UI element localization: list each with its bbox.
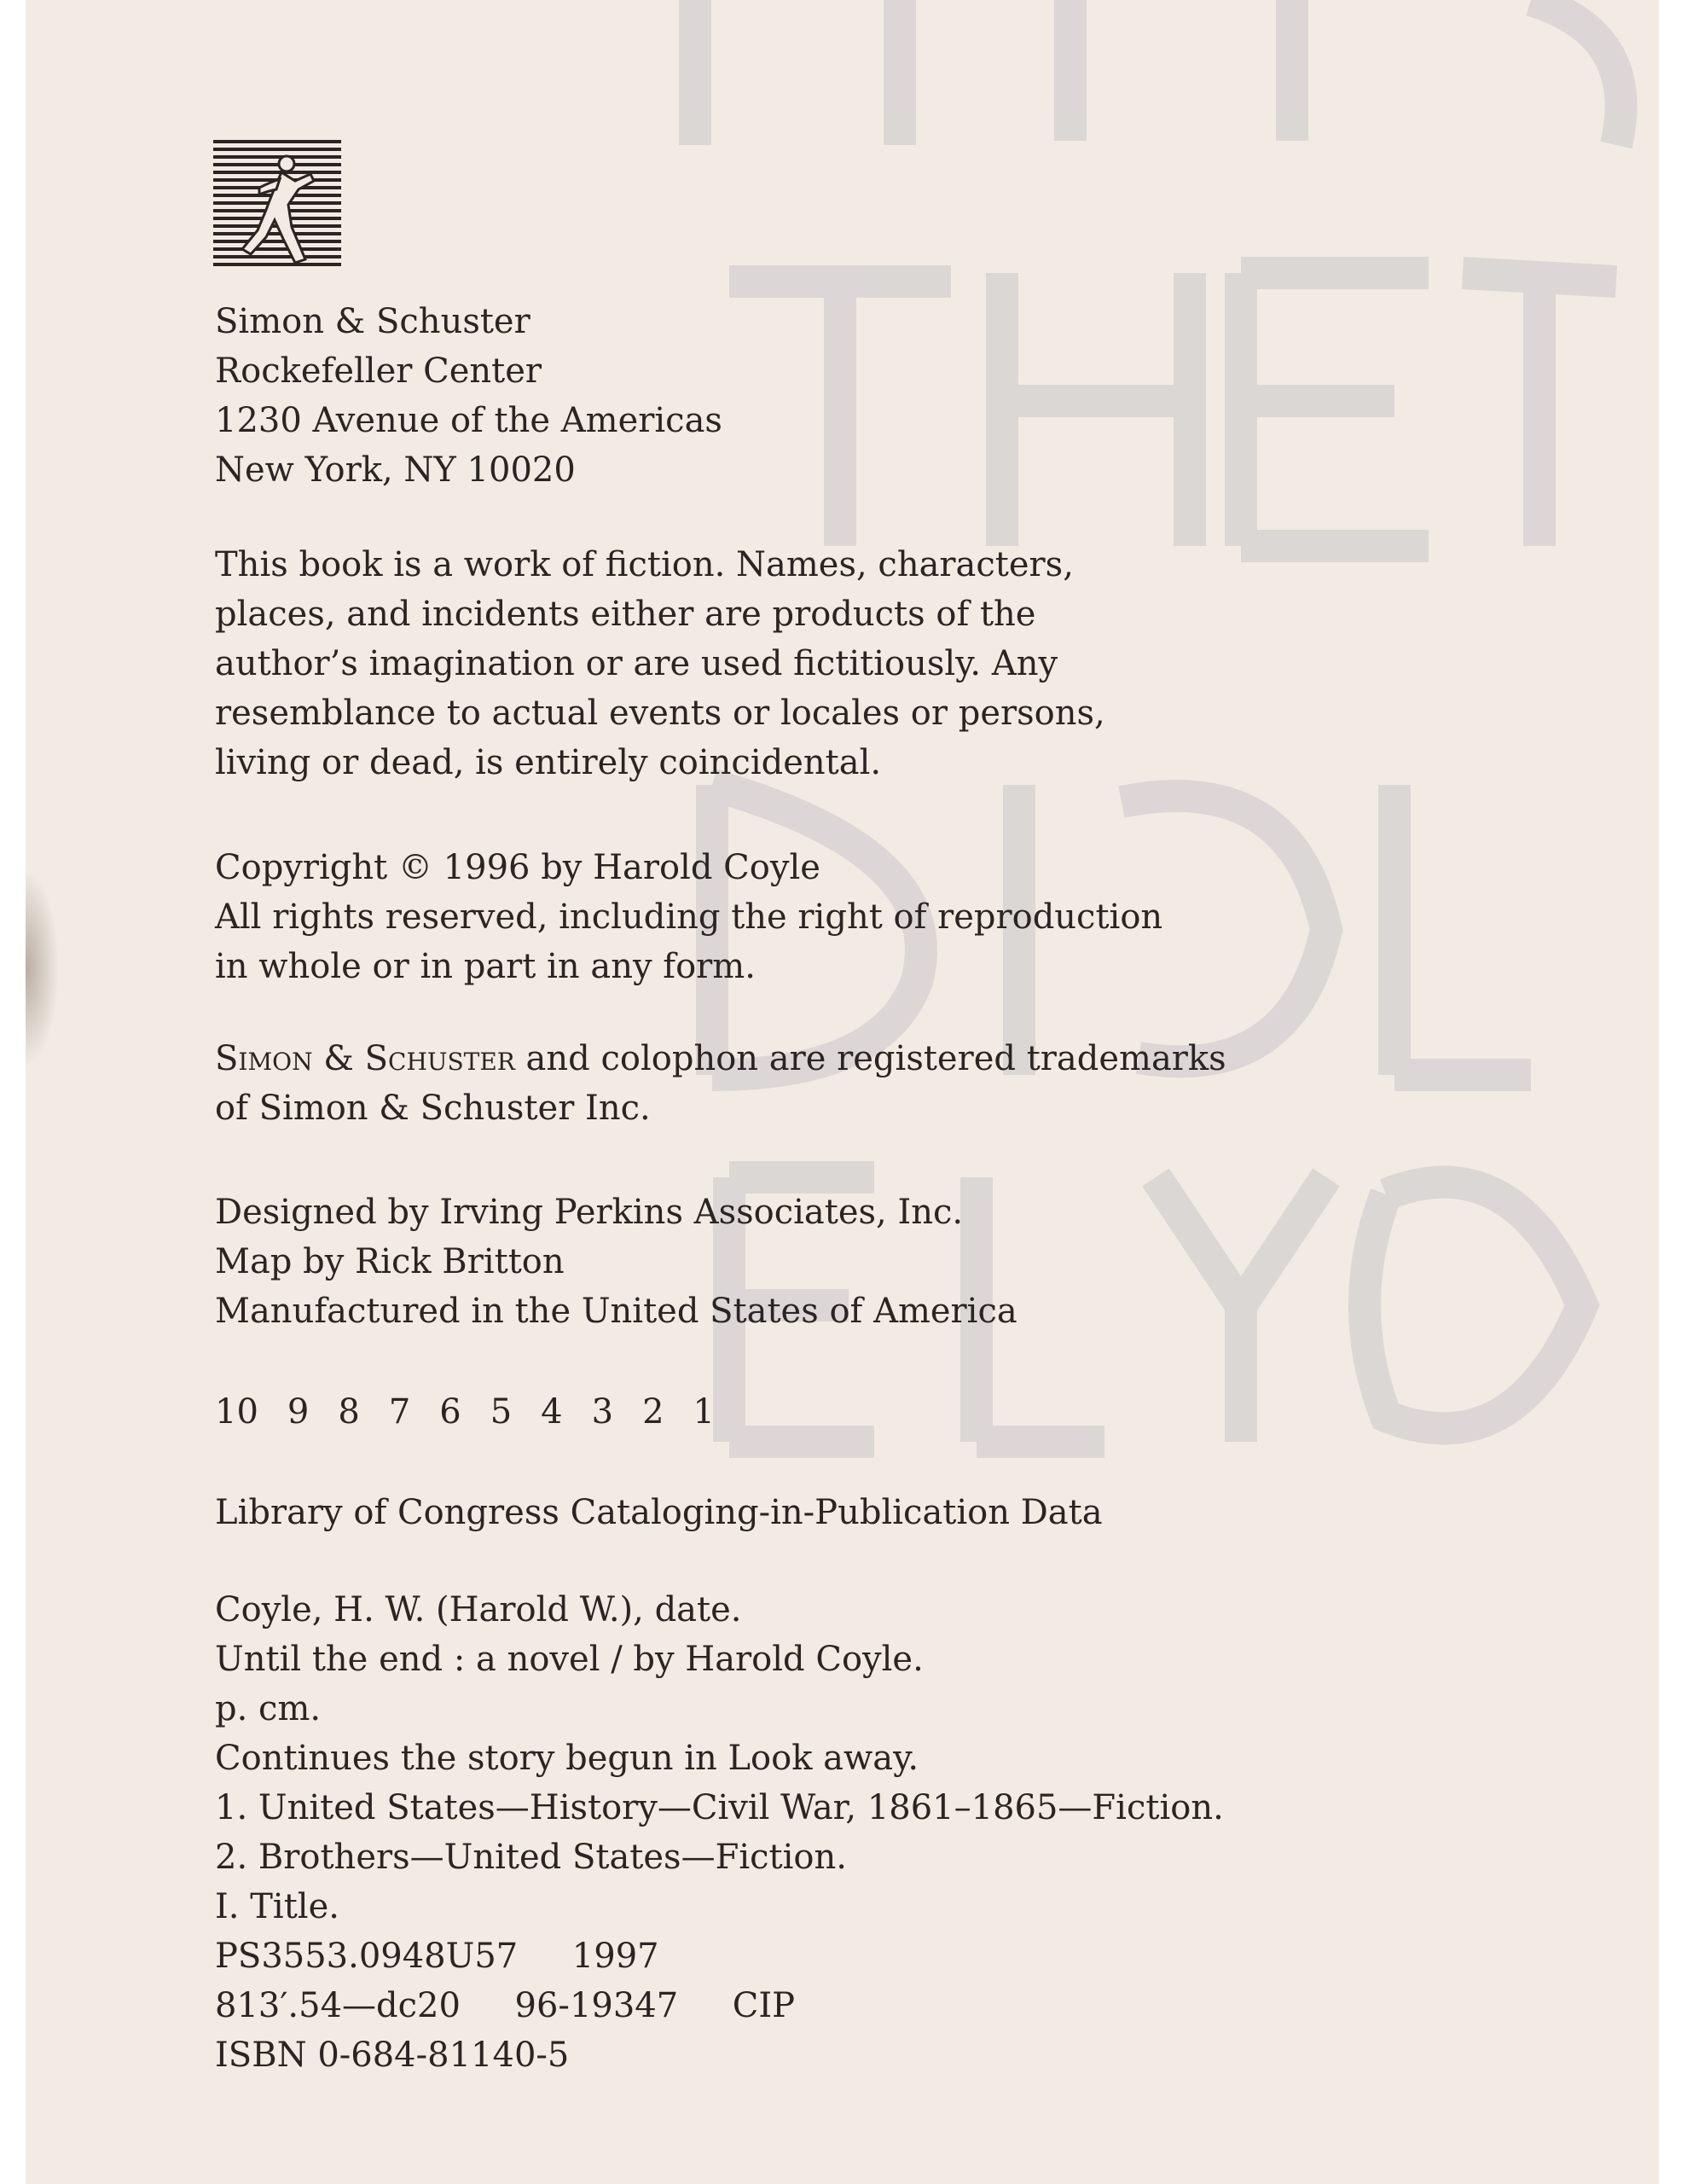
- printing-number: 5: [490, 1392, 513, 1432]
- trademark-line: [215, 1034, 1226, 1083]
- cip-line: Coyle, H. W. (Harold W.), date.: [215, 1590, 742, 1629]
- address-line: Rockefeller Center: [215, 351, 542, 391]
- trademark-notice: [215, 1034, 1226, 1133]
- printing-number: 9: [287, 1392, 310, 1432]
- cip-line: p. cm.: [215, 1689, 322, 1728]
- publisher-address: [215, 297, 722, 495]
- copyright-notice: [215, 843, 1162, 991]
- cip-line: 813′.54—dc20 96-19347 CIP: [215, 1986, 796, 2025]
- cip-line: 1. United States—History—Civil War, 1861–1865—Fiction.: [215, 1788, 1224, 1827]
- address-line: New York, NY 10020: [215, 450, 576, 490]
- copyright-line: Copyright © 1996 by Harold Coyle: [215, 848, 820, 887]
- printing-line: [215, 1387, 744, 1437]
- printing-number: 6: [439, 1392, 461, 1432]
- printing-number: 7: [388, 1392, 411, 1432]
- cip-data: [215, 1585, 1224, 2080]
- trademark-text: and colophon are registered trademarks: [514, 1039, 1226, 1078]
- printing-number: 1: [693, 1392, 715, 1432]
- credits: [215, 1188, 1017, 1336]
- disclaimer-line: resemblance to actual events or locales or persons,: [215, 694, 1105, 733]
- cip-heading-text: Library of Congress Cataloging-in-Publication Data: [215, 1493, 1103, 1532]
- cip-line: PS3553.0948U57 1997: [215, 1937, 659, 1976]
- disclaimer-line: This book is a work of fiction. Names, characters,: [215, 545, 1074, 584]
- printing-number: 8: [338, 1392, 360, 1432]
- credit-line: Map by Rick Britton: [215, 1242, 565, 1281]
- copyright-line: in whole or in part in any form.: [215, 947, 756, 986]
- credit-line: Manufactured in the United States of America: [215, 1292, 1017, 1331]
- address-line: 1230 Avenue of the Americas: [215, 401, 722, 440]
- printing-number: 2: [642, 1392, 664, 1432]
- disclaimer-line: living or dead, is entirely coincidental.: [215, 743, 882, 782]
- trademark-brand: Simon & Schuster: [215, 1039, 515, 1078]
- printing-number: 3: [591, 1392, 614, 1432]
- finger-shadow: [26, 870, 60, 1066]
- cip-line: I. Title.: [215, 1887, 339, 1926]
- printing-number: 10: [215, 1392, 258, 1432]
- printing-number: 4: [541, 1392, 563, 1432]
- credit-line: Designed by Irving Perkins Associates, Inc.: [215, 1193, 964, 1232]
- address-line: Simon & Schuster: [215, 302, 530, 341]
- trademark-line: of Simon & Schuster Inc.: [215, 1089, 651, 1128]
- copyright-line: All rights reserved, including the right of reproduction: [215, 897, 1163, 937]
- disclaimer-line: places, and incidents either are products of the: [215, 595, 1036, 634]
- copyright-page: [26, 0, 1659, 2184]
- cip-line: Until the end : a novel / by Harold Coyle.: [215, 1640, 924, 1679]
- cip-line: ISBN 0-684-81140-5: [215, 2036, 570, 2075]
- cip-line: 2. Brothers—United States—Fiction.: [215, 1838, 847, 1877]
- printing-numbers: [215, 1387, 744, 1437]
- sower-colophon-icon: [213, 138, 341, 270]
- fiction-disclaimer: [215, 540, 1105, 787]
- cip-line: Continues the story begun in Look away.: [215, 1739, 919, 1778]
- cip-heading: [215, 1488, 1103, 1537]
- disclaimer-line: author’s imagination or are used fictitiously. Any: [215, 644, 1058, 683]
